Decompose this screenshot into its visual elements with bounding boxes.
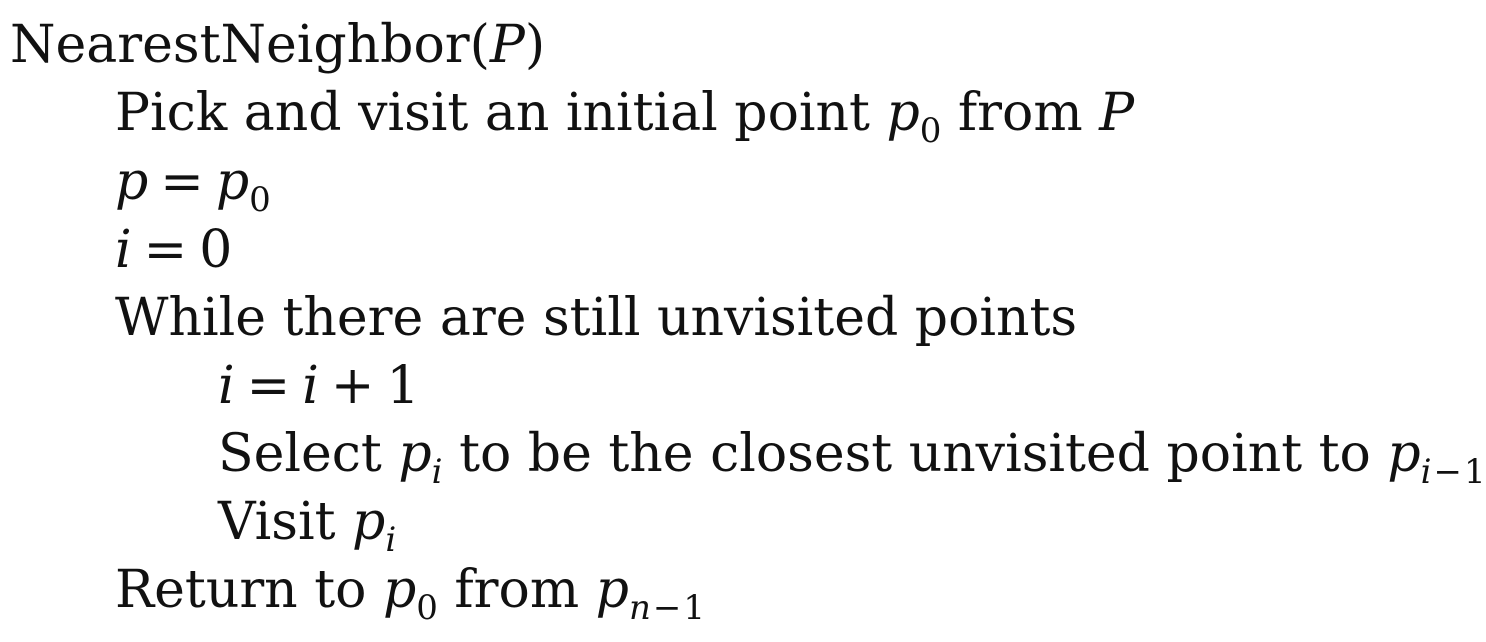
increment-line	[218, 356, 420, 416]
assign-p-line	[115, 152, 271, 220]
return-from: from	[454, 560, 580, 620]
increment-lhs: i	[218, 356, 235, 416]
select-sub: i	[431, 452, 443, 492]
visit-line	[218, 492, 397, 560]
pick-line	[115, 83, 1135, 151]
assign-p-rhs-sub: 0	[249, 180, 271, 220]
algorithm-name: NearestNeighbor	[10, 15, 470, 75]
visit-text: Visit	[218, 492, 336, 552]
visit-var: p	[352, 492, 386, 552]
pick-var: p	[886, 83, 920, 143]
select-line	[218, 424, 1486, 492]
assign-i-rhs: 0	[199, 220, 233, 280]
select-sub2: i−1	[1420, 452, 1486, 492]
close-paren: )	[524, 15, 546, 75]
while-line	[115, 288, 1077, 348]
assign-p-lhs: p	[115, 152, 149, 212]
select-var2: p	[1387, 424, 1421, 484]
assign-p-op: =	[160, 152, 204, 212]
select-var: p	[398, 424, 432, 484]
assign-i-op: =	[143, 220, 188, 280]
pick-from: from	[957, 83, 1083, 143]
increment-rhs: i	[302, 356, 319, 416]
increment-plus: +	[330, 356, 375, 416]
return-var2: p	[595, 560, 629, 620]
assign-i-lhs: i	[115, 220, 132, 280]
algorithm-header	[10, 15, 545, 75]
while-text: While there are still unvisited points	[115, 288, 1078, 348]
visit-sub: i	[385, 520, 397, 560]
pick-sub: 0	[919, 111, 942, 151]
return-sub2: n−1	[628, 588, 705, 628]
return-var: p	[382, 560, 417, 620]
increment-op: =	[246, 356, 291, 416]
open-paren: (	[469, 15, 490, 75]
pick-text: Pick and visit an initial point	[115, 83, 870, 143]
return-text: Return to	[115, 560, 367, 620]
assign-p-rhs: p	[215, 152, 250, 212]
assign-i-line	[115, 220, 232, 280]
return-sub: 0	[416, 588, 438, 628]
select-text: Select	[218, 424, 382, 484]
return-line	[115, 560, 705, 628]
pick-set: P	[1099, 83, 1135, 143]
algorithm-param: P	[489, 15, 525, 75]
increment-one: 1	[386, 356, 420, 416]
select-text-rest: to be the closest unvisited point to	[459, 424, 1371, 484]
